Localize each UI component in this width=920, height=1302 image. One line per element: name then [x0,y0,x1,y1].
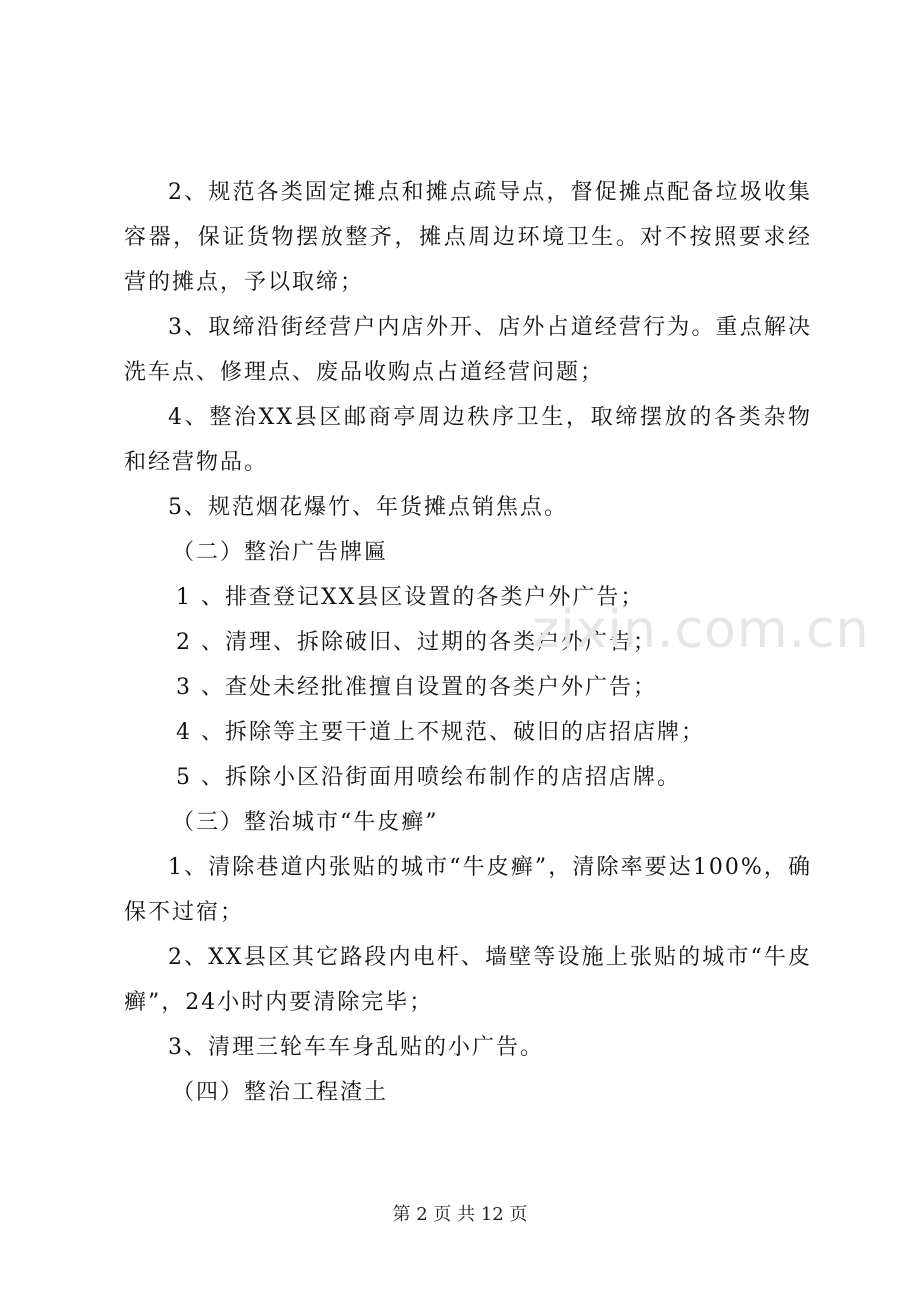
section-heading-billboards: （二）整治广告牌匾 [172,540,389,565]
paragraph-alley-flyers: 1、清除巷道内张贴的城市“牛皮癣”，清除率要达100%，确保不过宿； [124,855,812,925]
document-body [124,170,812,1115]
paragraph-kiosk-order: 4、整治XX县区邮商亭周边秩序卫生，取缔摆放的各类杂物和经营物品。 [124,405,812,475]
section-heading-flyers: （三）整治城市“牛皮癣” [172,810,439,835]
section-heading-construction-waste: （四）整治工程渣土 [172,1080,389,1105]
paragraph-stall-regulation: 2、规范各类固定摊点和摊点疏导点，督促摊点配备垃圾收集容器，保证货物摆放整齐，摊点周边环境卫生。对不按照要求经营的摊点，予以取缔； [124,180,812,295]
list-item: 3 、查处未经批准擅自设置的各类户外广告； [176,675,657,700]
paragraph-road-flyers: 2、XX县区其它路段内电杆、墙壁等设施上张贴的城市“牛皮癣”，24小时内要清除完毕； [124,945,812,1015]
watermark: zixin.com.cn [532,600,870,660]
page-footer: 第 2 页 共 12 页 [392,1204,528,1225]
list-item: 2 、清理、拆除破旧、过期的各类户外广告； [176,630,657,655]
paragraph-fireworks: 5、规范烟花爆竹、年货摊点销焦点。 [168,495,568,520]
list-item: 1 、排查登记XX县区设置的各类户外广告； [176,585,645,610]
paragraph-tricycle-ads: 3、清理三轮车车身乱贴的小广告。 [168,1035,544,1060]
list-item: 5 、拆除小区沿街面用喷绘布制作的店招店牌。 [176,765,681,790]
paragraph-street-business: 3、取缔沿街经营户内店外开、店外占道经营行为。重点解决洗车点、修理点、废品收购点占道经营问题； [124,315,812,385]
list-item: 4 、拆除等主要干道上不规范、破旧的店招店牌； [176,720,705,745]
